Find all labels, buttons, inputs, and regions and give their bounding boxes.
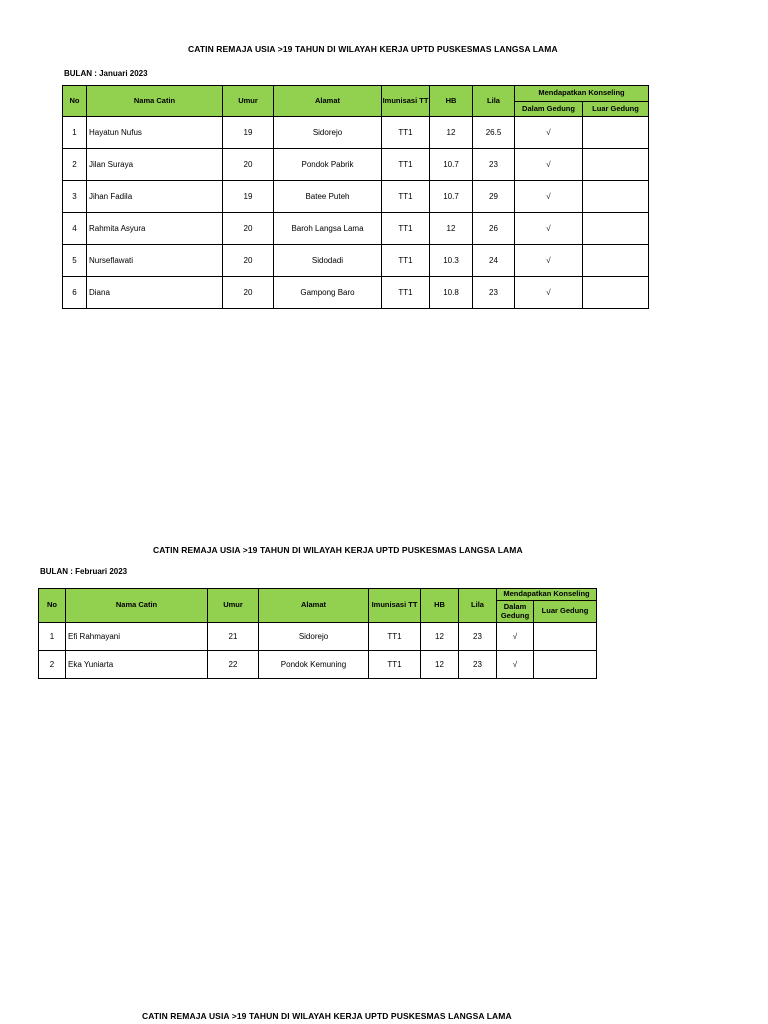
cell-umur: 20 <box>223 277 274 309</box>
cell-imunisasi: TT1 <box>382 245 430 277</box>
header-hb: HB <box>430 86 473 117</box>
section-1-table <box>62 85 649 309</box>
header-hb: HB <box>421 589 459 623</box>
header-dalam-gedung: Dalam Gedung <box>515 102 583 117</box>
cell-hb: 12 <box>430 117 473 149</box>
header-nama-catin: Nama Catin <box>66 589 208 623</box>
cell-luar <box>583 245 649 277</box>
cell-dalam: √ <box>497 651 534 679</box>
cell-nama: Jilan Suraya <box>87 149 223 181</box>
cell-imunisasi: TT1 <box>369 623 421 651</box>
cell-hb: 12 <box>430 213 473 245</box>
header-luar-gedung: Luar Gedung <box>534 601 597 623</box>
cell-luar <box>583 181 649 213</box>
header-lila: Lila <box>459 589 497 623</box>
section-1-table-body <box>63 117 649 309</box>
cell-nama: Efi Rahmayani <box>66 623 208 651</box>
cell-nama: Diana <box>87 277 223 309</box>
table-row <box>39 651 597 679</box>
cell-umur: 19 <box>223 117 274 149</box>
cell-hb: 10.7 <box>430 181 473 213</box>
cell-nama: Hayatun Nufus <box>87 117 223 149</box>
cell-alamat: Sidorejo <box>274 117 382 149</box>
cell-lila: 26.5 <box>473 117 515 149</box>
cell-umur: 20 <box>223 149 274 181</box>
cell-luar <box>534 623 597 651</box>
cell-luar <box>583 277 649 309</box>
table-row <box>63 213 649 245</box>
cell-no: 4 <box>63 213 87 245</box>
cell-alamat: Baroh Langsa Lama <box>274 213 382 245</box>
table-row <box>63 245 649 277</box>
cell-umur: 20 <box>223 245 274 277</box>
cell-nama: Jihan Fadila <box>87 181 223 213</box>
cell-lila: 24 <box>473 245 515 277</box>
table-row <box>63 117 649 149</box>
cell-hb: 12 <box>421 623 459 651</box>
cell-dalam: √ <box>515 213 583 245</box>
section-2-month: BULAN : Februari 2023 <box>40 567 128 576</box>
cell-hb: 10.8 <box>430 277 473 309</box>
cell-lila: 23 <box>459 651 497 679</box>
cell-lila: 23 <box>473 149 515 181</box>
cell-umur: 22 <box>208 651 259 679</box>
header-mendapatkan-konseling: Mendapatkan Konseling <box>515 86 649 102</box>
cell-dalam: √ <box>515 149 583 181</box>
cell-dalam: √ <box>497 623 534 651</box>
cell-umur: 20 <box>223 213 274 245</box>
header-nama-catin: Nama Catin <box>87 86 223 117</box>
cell-nama: Eka Yuniarta <box>66 651 208 679</box>
cell-luar <box>534 651 597 679</box>
cell-dalam: √ <box>515 117 583 149</box>
header-umur: Umur <box>208 589 259 623</box>
cell-nama: Nurseflawati <box>87 245 223 277</box>
header-imunisasi-tt: Imunisasi TT <box>382 86 430 117</box>
section-1-month: BULAN : Januari 2023 <box>64 69 148 78</box>
cell-hb: 10.3 <box>430 245 473 277</box>
cell-lila: 23 <box>473 277 515 309</box>
cell-alamat: Sidorejo <box>259 623 369 651</box>
header-alamat: Alamat <box>274 86 382 117</box>
section-2-table <box>38 588 597 679</box>
header-alamat: Alamat <box>259 589 369 623</box>
cell-imunisasi: TT1 <box>382 213 430 245</box>
cell-hb: 10.7 <box>430 149 473 181</box>
section-3-title: CATIN REMAJA USIA >19 TAHUN DI WILAYAH KERJA UPTD PUSKESMAS LANGSA LAMA <box>142 1011 512 1021</box>
cell-dalam: √ <box>515 181 583 213</box>
cell-alamat: Sidodadi <box>274 245 382 277</box>
header-mendapatkan-konseling: Mendapatkan Konseling <box>497 589 597 601</box>
cell-imunisasi: TT1 <box>382 277 430 309</box>
header-no: No <box>63 86 87 117</box>
cell-luar <box>583 117 649 149</box>
cell-imunisasi: TT1 <box>382 181 430 213</box>
cell-lila: 26 <box>473 213 515 245</box>
header-lila: Lila <box>473 86 515 117</box>
cell-no: 1 <box>39 623 66 651</box>
cell-no: 5 <box>63 245 87 277</box>
cell-umur: 19 <box>223 181 274 213</box>
table-row <box>63 277 649 309</box>
cell-alamat: Pondok Kemuning <box>259 651 369 679</box>
section-2-table-body <box>39 623 597 679</box>
cell-dalam: √ <box>515 245 583 277</box>
cell-alamat: Batee Puteh <box>274 181 382 213</box>
header-luar-gedung: Luar Gedung <box>583 102 649 117</box>
cell-no: 3 <box>63 181 87 213</box>
header-no: No <box>39 589 66 623</box>
cell-lila: 23 <box>459 623 497 651</box>
header-dalam-gedung: Dalam Gedung <box>497 601 534 623</box>
cell-nama: Rahmita Asyura <box>87 213 223 245</box>
cell-luar <box>583 149 649 181</box>
section-1-title: CATIN REMAJA USIA >19 TAHUN DI WILAYAH KERJA UPTD PUSKESMAS LANGSA LAMA <box>188 44 558 54</box>
cell-luar <box>583 213 649 245</box>
table-row <box>39 623 597 651</box>
table-row <box>63 149 649 181</box>
cell-no: 2 <box>63 149 87 181</box>
cell-alamat: Gampong Baro <box>274 277 382 309</box>
cell-hb: 12 <box>421 651 459 679</box>
cell-alamat: Pondok Pabrik <box>274 149 382 181</box>
cell-dalam: √ <box>515 277 583 309</box>
cell-imunisasi: TT1 <box>382 117 430 149</box>
cell-imunisasi: TT1 <box>369 651 421 679</box>
cell-no: 1 <box>63 117 87 149</box>
cell-lila: 29 <box>473 181 515 213</box>
header-imunisasi-tt: Imunisasi TT <box>369 589 421 623</box>
cell-umur: 21 <box>208 623 259 651</box>
cell-imunisasi: TT1 <box>382 149 430 181</box>
table-row <box>63 181 649 213</box>
section-2-title: CATIN REMAJA USIA >19 TAHUN DI WILAYAH KERJA UPTD PUSKESMAS LANGSA LAMA <box>153 545 523 555</box>
cell-no: 2 <box>39 651 66 679</box>
cell-no: 6 <box>63 277 87 309</box>
header-umur: Umur <box>223 86 274 117</box>
